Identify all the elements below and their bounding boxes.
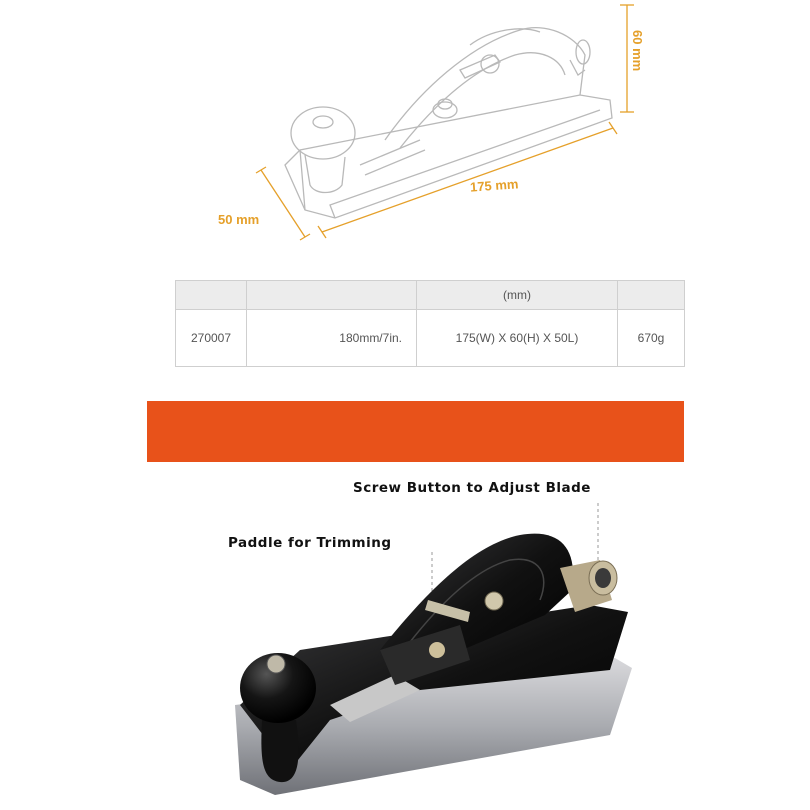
model-number-cell: 270007: [176, 310, 247, 367]
size-cell: 180mm/7in.: [247, 310, 417, 367]
weight-cell: 670g: [618, 310, 685, 367]
length-dimension-label: 175 mm: [469, 176, 519, 195]
width-dimension-label: 50 mm: [218, 212, 260, 227]
height-dimension-label: 60 mm: [630, 30, 645, 72]
paddle-callout: Paddle for Trimming: [228, 535, 392, 551]
header-cell-dimensions: (mm): [417, 281, 618, 310]
dimensions-cell: 175(W) X 60(H) X 50L): [417, 310, 618, 367]
screw-button-callout: Screw Button to Adjust Blade: [353, 480, 591, 496]
